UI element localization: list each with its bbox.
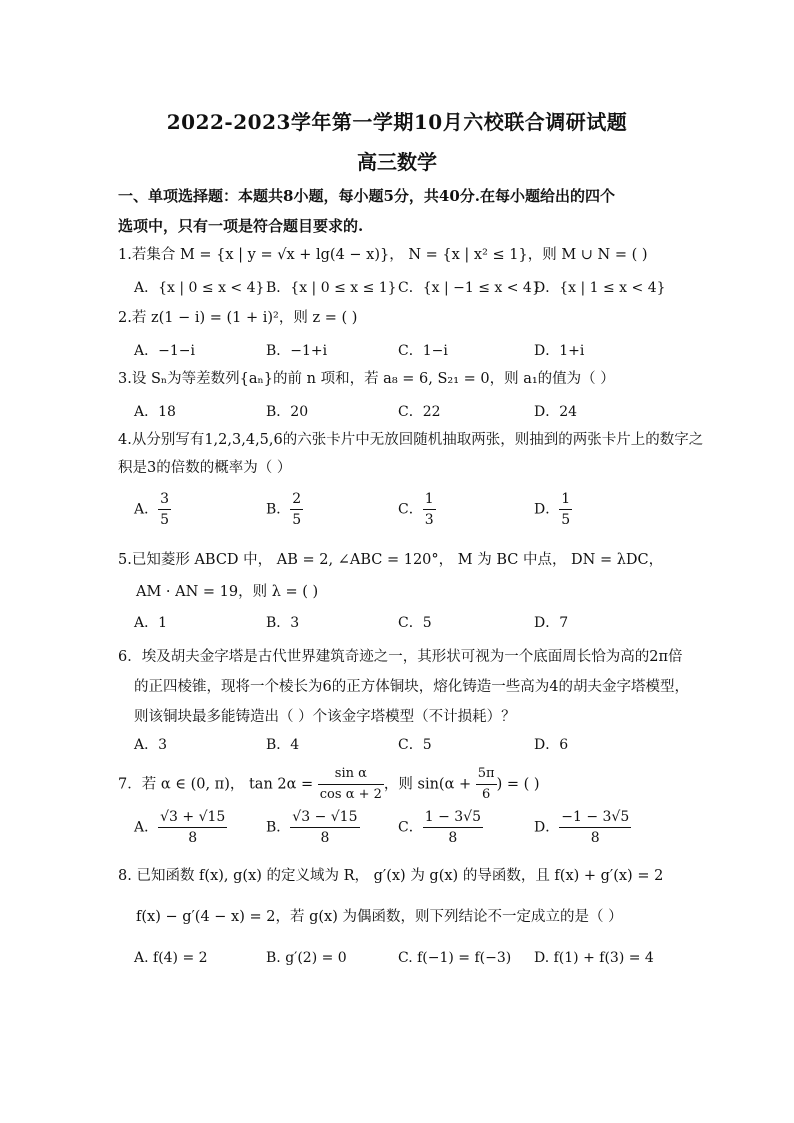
option-b: B．3 — [266, 615, 300, 631]
question-6-stem-cont-1: 的正四棱锥，现将一个棱长为6的正方体铜块，熔化铸造一些高为4的胡夫金字塔模型， — [134, 679, 689, 695]
question-8-options — [134, 950, 674, 980]
option-b: B．{x | 0 ≤ x ≤ 1} — [266, 280, 397, 296]
option-b: B．20 — [266, 404, 309, 420]
option-a: A． $\frac{√3 + √15}{8}$ — [134, 809, 226, 846]
question-8-stem-cont: f(x) − g′(4 − x) = 2，若 g(x) 为偶函数，则下列结论不一定成立的是（ ） — [136, 909, 623, 925]
option-d: D．24 — [534, 404, 578, 420]
exam-subtitle: 高三数学 — [357, 150, 437, 174]
fraction: $\frac{2}{5}$ — [292, 491, 302, 528]
section-heading: 一、单项选择题：本题共8小题，每小题5分，共40分.在每小题给出的四个 — [118, 187, 615, 205]
question-4-stem-cont: 积是3的倍数的概率为（ ） — [118, 460, 292, 476]
question-5-stem: 5.已知菱形 ABCD 中， AB = 2, ∠ABC = 120°， M 为 BC 中点， DN = λDC， — [118, 552, 664, 568]
question-6-stem-cont-2: 则该铜块最多能铸造出（ ）个该金字塔模型（不计损耗）？ — [134, 709, 516, 725]
fraction: $\frac{5\pi}{6}$ — [477, 766, 495, 802]
question-3-stem: 3.设 Sₙ为等差数列{aₙ}的前 n 项和，若 a₈ = 6, S₂₁ = 0，则 a₁的值为（ ） — [118, 371, 615, 387]
fraction: $\frac{\text{sin α}}{\text{cos α + 2}}$ — [319, 766, 382, 802]
option-b: B. g′(2) = 0 — [266, 950, 347, 966]
option-d: D． $\frac{-1 - 3√5}{8}$ — [534, 809, 630, 846]
question-2-options — [134, 340, 674, 370]
option-c: C．1−i — [398, 343, 448, 359]
question-5-options — [134, 612, 674, 642]
question-6-stem: 6．埃及胡夫金字塔是古代世界建筑奇迹之一，其形状可视为一个底面周长恰为高的2π倍 — [118, 649, 683, 665]
section-heading-cont: 选项中，只有一项是符合题目要求的. — [118, 217, 364, 235]
option-d: D．7 — [534, 615, 569, 631]
question-1-options — [134, 277, 674, 307]
option-c: C. f(−1) = f(−3) — [398, 950, 512, 966]
question-4-stem: 4.从分别写有1,2,3,4,5,6的六张卡片中无放回随机抽取两张，则抽到的两张卡片上的数字之 — [118, 432, 704, 448]
option-c: C．{x | −1 ≤ x < 4} — [398, 280, 541, 296]
option-a: A．18 — [134, 404, 176, 420]
question-6-options — [134, 734, 674, 764]
option-d: D． $\frac{1}{5}$ — [534, 491, 571, 528]
option-b: B．−1+i — [266, 343, 328, 359]
exam-title: 2022-2023学年第一学期10月六校联合调研试题 — [166, 110, 628, 134]
fraction: $\frac{-1 - 3√5}{8}$ — [561, 809, 630, 846]
option-a: A．1 — [134, 615, 168, 631]
option-c: C．22 — [398, 404, 441, 420]
option-c: C．5 — [398, 615, 432, 631]
option-a: A．−1−i — [134, 343, 195, 359]
option-b: B．4 — [266, 737, 300, 753]
question-1-stem: 1.若集合 M = {x | y = √x + lg(4 − x)}， N = {x | x² ≤ 1}，则 M ∪ N = ( ) — [118, 247, 648, 263]
fraction: $\frac{3}{5}$ — [160, 491, 170, 528]
fraction: $\frac{√3 - √15}{8}$ — [292, 809, 358, 846]
question-7-options — [134, 807, 674, 851]
option-d: D．1+i — [534, 343, 585, 359]
option-c: C．5 — [398, 737, 432, 753]
option-b: B． $\frac{√3 - √15}{8}$ — [266, 809, 358, 846]
question-8-stem: 8. 已知函数 f(x), g(x) 的定义域为 R， g′(x) 为 g(x) 的导函数，且 f(x) + g′(x) = 2 — [118, 868, 664, 884]
fraction: $\frac{1 - 3√5}{8}$ — [424, 809, 481, 846]
question-7-stem: 7．若 α ∈ (0, π)， tan 2α = $\frac{\text{sin α}}{\text{cos α + 2}}$ ，则 sin(α + $\frac{5\pi}{6}$ ) = ( ) — [118, 764, 540, 805]
option-a: A． $\frac{3}{5}$ — [134, 491, 170, 528]
option-a: A. f(4) = 2 — [134, 950, 208, 966]
question-3-options — [134, 401, 674, 431]
question-4-options — [134, 489, 674, 533]
question-2-stem: 2.若 z(1 − i) = (1 + i)²，则 z = ( ) — [118, 310, 358, 326]
option-c: C． $\frac{1 - 3√5}{8}$ — [398, 809, 481, 846]
question-5-stem-cont: AM · AN = 19，则 λ = ( ) — [136, 584, 319, 600]
option-d: D．{x | 1 ≤ x < 4} — [534, 280, 666, 296]
option-a: A．{x | 0 ≤ x < 4} — [134, 280, 265, 296]
option-a: A．3 — [134, 737, 168, 753]
option-c: C． $\frac{1}{3}$ — [398, 491, 434, 528]
fraction: $\frac{1}{5}$ — [561, 491, 571, 528]
fraction: $\frac{√3 + √15}{8}$ — [160, 809, 226, 846]
fraction: $\frac{1}{3}$ — [424, 491, 434, 528]
option-b: B． $\frac{2}{5}$ — [266, 491, 302, 528]
option-d: D．6 — [534, 737, 569, 753]
option-d: D. f(1) + f(3) = 4 — [534, 950, 654, 966]
